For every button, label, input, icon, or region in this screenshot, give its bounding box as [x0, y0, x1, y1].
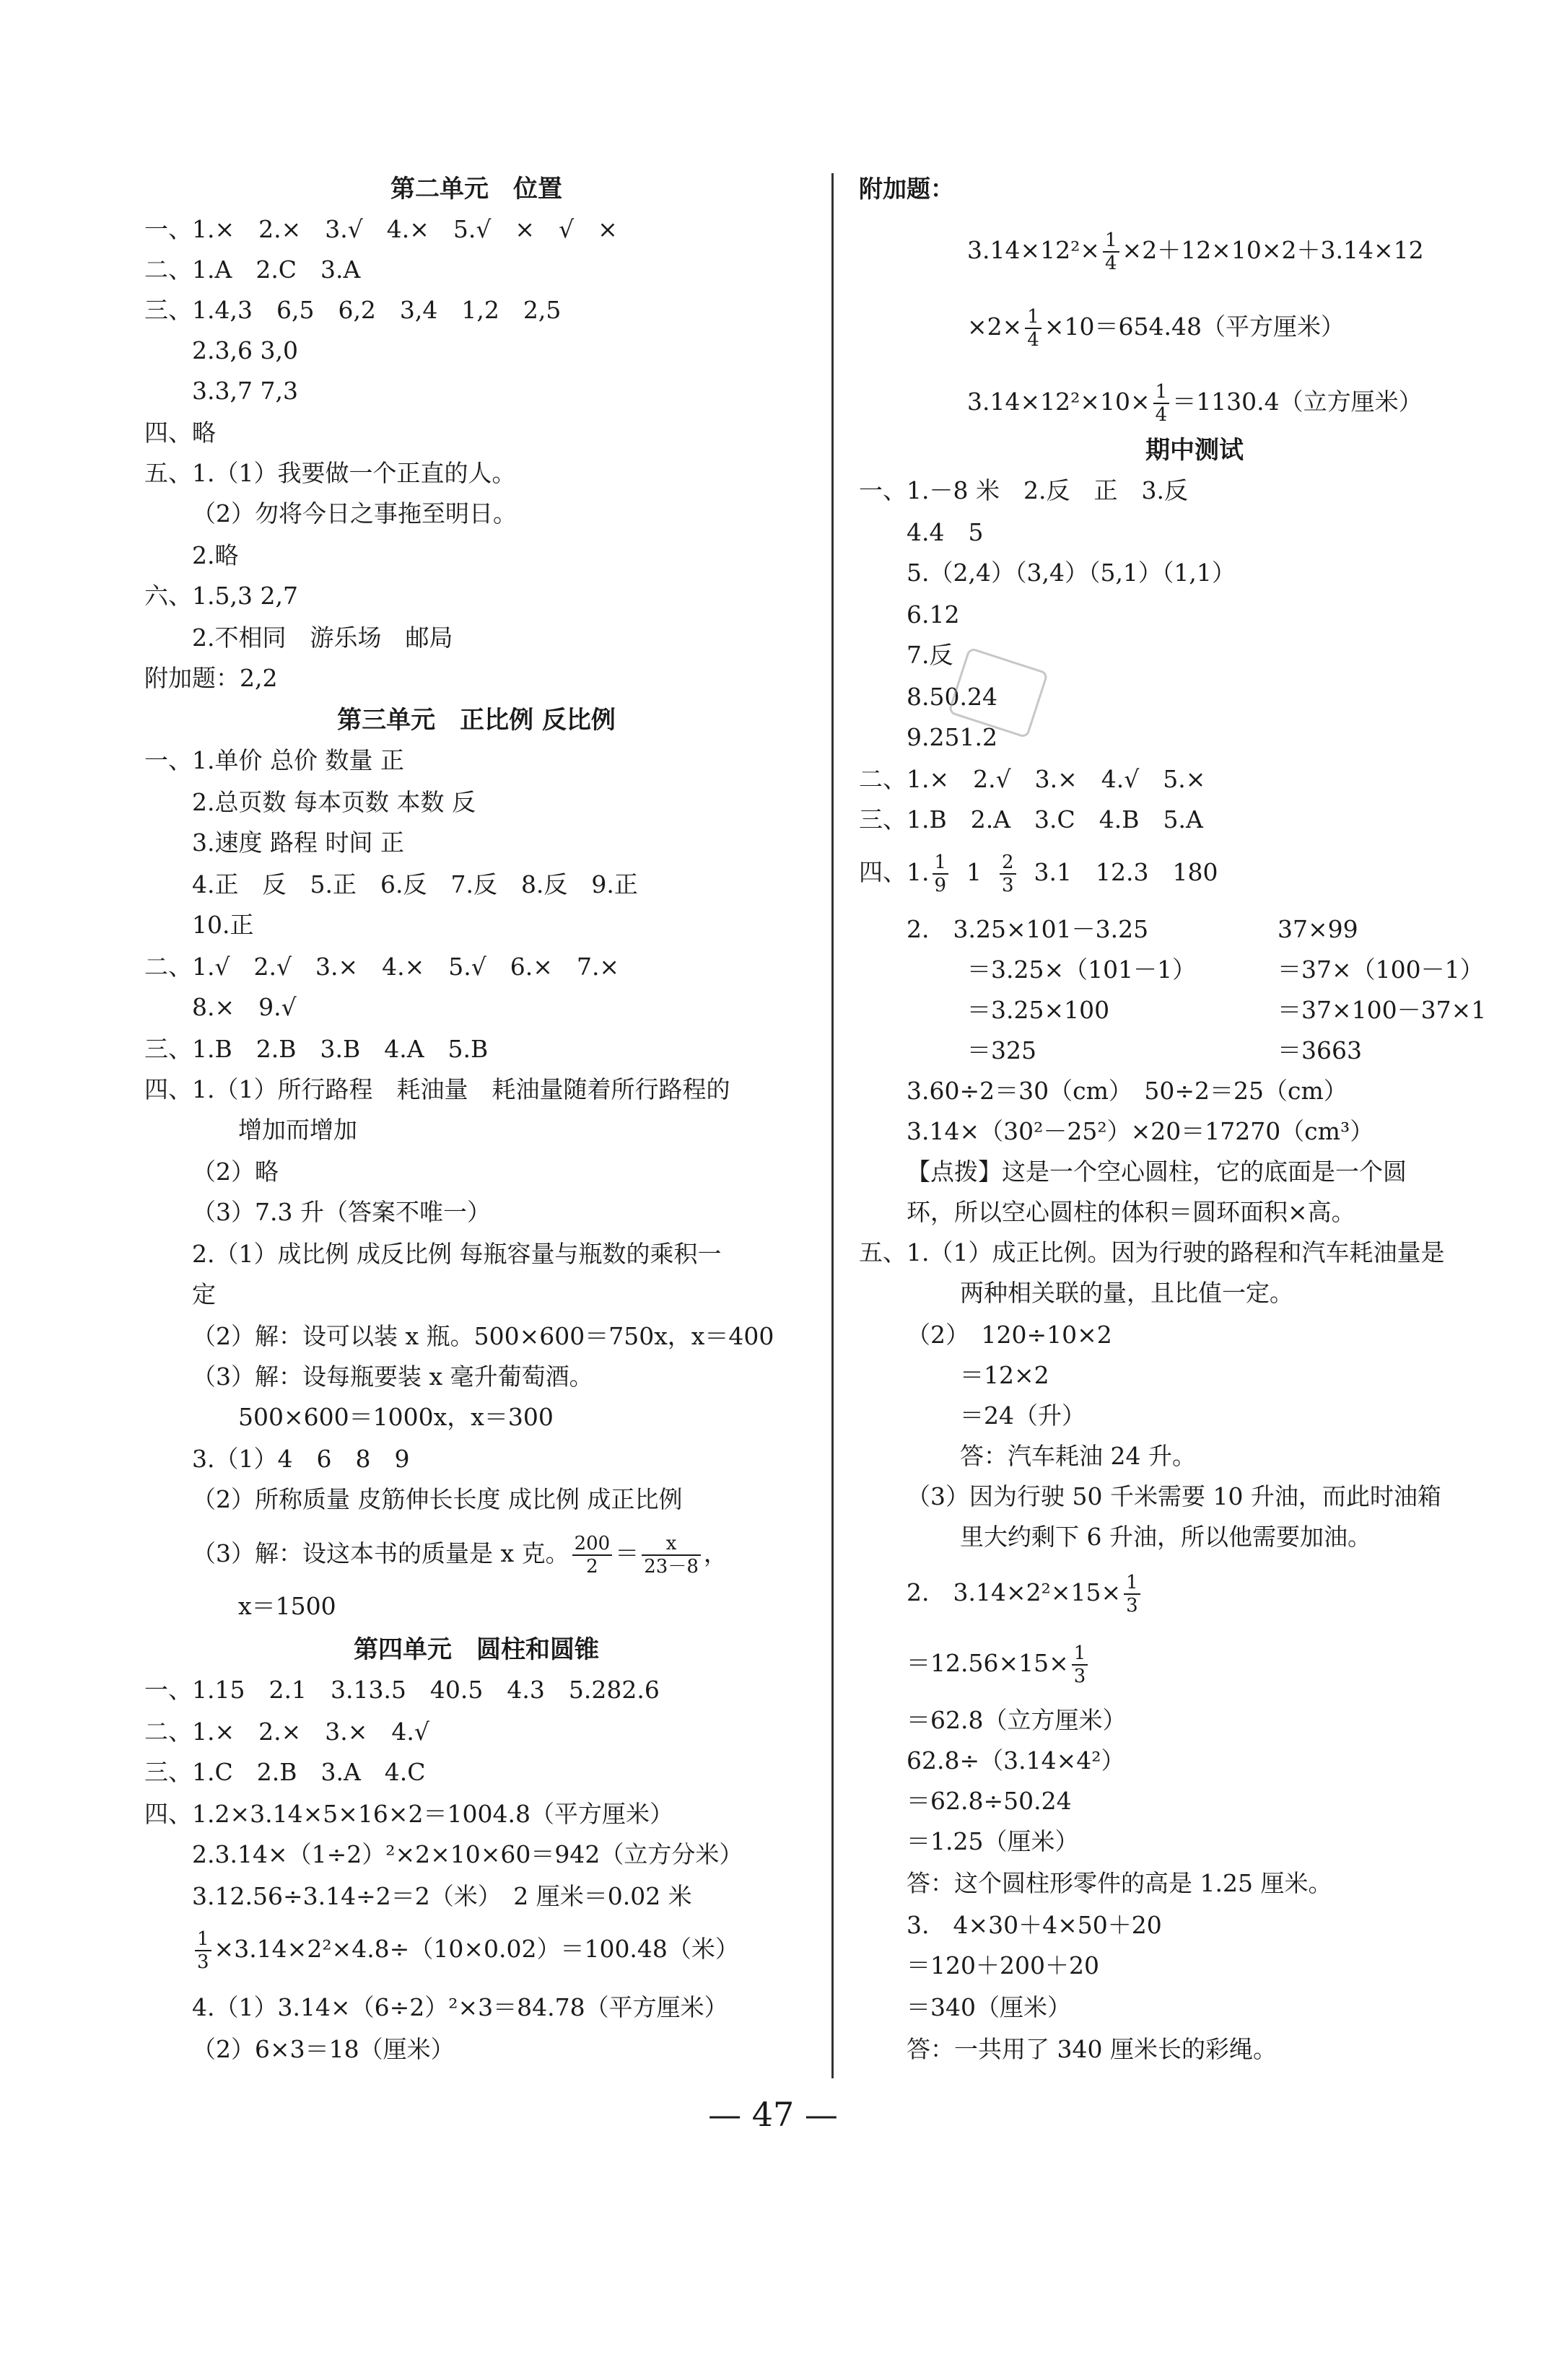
answer-line: 7.反 — [907, 641, 953, 669]
answer-line: （2）所称质量 皮筋伸长长度 成比例 成正比例 — [192, 1485, 683, 1513]
answer-line: 3.3,7 7,3 — [192, 377, 298, 405]
calc-line: ＝3.25×100 — [967, 996, 1110, 1024]
answer-line: x＝1500 — [238, 1592, 336, 1620]
fraction: $\frac{2}{3}$ — [1000, 852, 1016, 896]
calc-line: ＝37×（100－1） — [1278, 955, 1484, 984]
answer-line: （2） 120÷10×2 — [907, 1321, 1112, 1349]
answer-line: 增加而增加 — [238, 1116, 357, 1144]
answer-line-with-fraction: 3.14×12²× $\frac{1}{4}$ ×2＋12×10×2＋3.14×12 — [967, 229, 1424, 274]
answer-line: 2.总页数 每本页数 本数 反 — [192, 788, 476, 816]
fraction: $\frac{1}{4}$ — [1025, 306, 1041, 351]
fraction: $\frac{1}{4}$ — [1153, 381, 1170, 426]
answer-line: 定 — [192, 1280, 216, 1308]
answer-line: 2.3,6 3,0 — [192, 336, 298, 364]
answer-line: 四、1.2×3.14×5×16×2＝1004.8（平方厘米） — [144, 1800, 674, 1828]
answer-line: 4.正 反 5.正 6.反 7.反 8.反 9.正 — [192, 870, 638, 898]
fraction: $\frac{1}{9}$ — [933, 852, 949, 896]
answer-line: 附加题：2,2 — [144, 664, 278, 692]
answer-line: 两种相关联的量，且比值一定。 — [960, 1279, 1293, 1307]
unit3-title: 第三单元 正比例 反比例 — [337, 706, 616, 735]
answer-line: （2）6×3＝18（厘米） — [192, 2035, 455, 2063]
answer-line: ＝120＋200＋20 — [907, 1951, 1099, 1979]
answer-line: 3. 4×30＋4×50＋20 — [907, 1911, 1162, 1939]
answer-line: 五、1.（1）成正比例。因为行驶的路程和汽车耗油量是 — [859, 1238, 1445, 1266]
answer-line: ＝12×2 — [960, 1361, 1049, 1389]
answer-line: 【点拨】这是一个空心圆柱，它的底面是一个圆 — [907, 1158, 1407, 1186]
answer-line: 500×600＝1000x，x＝300 — [238, 1403, 554, 1431]
answer-line-with-fraction: （3）解：设这本书的质量是 x 克。 $\frac{200}{2}$ ＝ $\frac{x}{23-8}$ ， — [192, 1533, 728, 1578]
fraction: $\frac{1}{3}$ — [1072, 1642, 1088, 1687]
answer-line: 5.（2,4）（3,4）（5,1）（1,1） — [907, 559, 1236, 587]
calc-line: ＝3663 — [1278, 1036, 1362, 1064]
answer-line: 4.4 5 — [907, 518, 984, 546]
answer-line: 二、1.× 2.× 3.× 4.√ — [144, 1718, 429, 1746]
answer-line: 环，所以空心圆柱的体积＝圆环面积×高。 — [907, 1198, 1355, 1226]
answer-line: 6.12 — [907, 600, 960, 629]
answer-line: 3.60÷2＝30（cm） 50÷2＝25（cm） — [907, 1077, 1348, 1105]
page-number: — 47 — — [708, 2095, 838, 2134]
midterm-title: 期中测试 — [1145, 436, 1244, 465]
answer-line: 答：这个圆柱形零件的高是 1.25 厘米。 — [907, 1869, 1332, 1897]
answer-line: 8.50.24 — [907, 683, 997, 711]
answer-line: （3）解：设每瓶要装 x 毫升葡萄酒。 — [192, 1362, 593, 1391]
answer-line: ＝340（厘米） — [907, 1993, 1071, 2021]
answer-line: 三、1.C 2.B 3.A 4.C — [144, 1758, 426, 1786]
answer-line-with-fraction: $\frac{1}{3}$ ×3.14×2²×4.8÷（10×0.02）＝100.48（米） — [192, 1928, 739, 1973]
answer-line: 三、1.4,3 6,5 6,2 3,4 1,2 2,5 — [144, 296, 562, 324]
answer-line: 3.（1）4 6 8 9 — [192, 1445, 410, 1473]
answer-line: 里大约剩下 6 升油，所以他需要加油。 — [960, 1523, 1371, 1551]
answer-line: 一、1.15 2.1 3.13.5 40.5 4.3 5.282.6 — [144, 1676, 660, 1704]
fraction: $\frac{1}{3}$ — [1124, 1572, 1140, 1616]
extra-label: 附加题： — [859, 175, 954, 203]
answer-line: （2）略 — [192, 1158, 279, 1186]
answer-line: ＝62.8（立方厘米） — [907, 1706, 1127, 1734]
answer-line: 3.速度 路程 时间 正 — [192, 828, 404, 857]
answer-line: 3.14×（30²－25²）×20＝17270（cm³） — [907, 1117, 1374, 1145]
answer-line: 答：一共用了 340 厘米长的彩绳。 — [907, 2035, 1277, 2063]
answer-line: 3.12.56÷3.14÷2＝2（米） 2 厘米＝0.02 米 — [192, 1882, 692, 1910]
answer-line: 2.不相同 游乐场 邮局 — [192, 624, 453, 652]
answer-line: 二、1.√ 2.√ 3.× 4.× 5.√ 6.× 7.× — [144, 953, 620, 981]
answer-line: 答：汽车耗油 24 升。 — [960, 1442, 1196, 1470]
answer-line: 2.（1）成比例 成反比例 每瓶容量与瓶数的乘积一 — [192, 1240, 722, 1268]
answer-line-with-fraction: ×2× $\frac{1}{4}$ ×10＝654.48（平方厘米） — [967, 306, 1345, 351]
answer-line: 二、1.× 2.√ 3.× 4.√ 5.× — [859, 765, 1206, 793]
fraction: $\frac{1}{3}$ — [195, 1928, 211, 1973]
answer-line: 三、1.B 2.B 3.B 4.A 5.B — [144, 1035, 489, 1063]
answer-line: 一、1.－8 米 2.反 正 3.反 — [859, 476, 1188, 504]
fraction: $\frac{200}{2}$ — [572, 1533, 613, 1578]
answer-line: 2.3.14×（1÷2）²×2×10×60＝942（立方分米） — [192, 1840, 743, 1868]
answer-line-with-fraction: 3.14×12²×10× $\frac{1}{4}$ ＝1130.4（立方厘米） — [967, 381, 1423, 426]
answer-line-with-fraction: 四、1. $\frac{1}{9}$ 1 $\frac{2}{3}$ 3.1 12.3 180 — [859, 852, 1218, 896]
answer-line: 三、1.B 2.A 3.C 4.B 5.A — [859, 805, 1203, 834]
answer-line: 六、1.5,3 2,7 — [144, 582, 298, 610]
answer-line: 9.251.2 — [907, 723, 997, 751]
answer-line: 四、1.（1）所行路程 耗油量 耗油量随着所行路程的 — [144, 1075, 730, 1103]
answer-line: ＝1.25（厘米） — [907, 1827, 1079, 1855]
calc-line: ＝325 — [967, 1036, 1036, 1064]
answer-line: 五、1.（1）我要做一个正直的人。 — [144, 459, 516, 487]
calc-line: 37×99 — [1278, 915, 1358, 943]
answer-line: 4.（1）3.14×（6÷2）²×3＝84.78（平方厘米） — [192, 1993, 728, 2021]
answer-line: ＝24（升） — [960, 1401, 1086, 1430]
answer-line: 62.8÷（3.14×4²） — [907, 1746, 1125, 1775]
column-divider — [831, 173, 834, 2078]
calc-line: 2. 3.25×101－3.25 — [907, 915, 1149, 943]
calc-line: ＝3.25×（101－1） — [967, 955, 1197, 984]
answer-line-with-fraction: 2. 3.14×2²×15× $\frac{1}{3}$ — [907, 1572, 1143, 1616]
answer-line: 10.正 — [192, 911, 254, 939]
answer-line: （2）解：设可以装 x 瓶。500×600＝750x，x＝400 — [192, 1322, 774, 1350]
answer-line: 2.略 — [192, 541, 239, 569]
answer-line: （3）7.3 升（答案不唯一） — [192, 1198, 491, 1226]
answer-line: 一、1.单价 总价 数量 正 — [144, 746, 404, 774]
answer-line: （3）因为行驶 50 千米需要 10 升油，而此时油箱 — [907, 1482, 1441, 1510]
answer-line: 二、1.A 2.C 3.A — [144, 255, 361, 284]
answer-line-with-fraction: ＝12.56×15× $\frac{1}{3}$ — [907, 1642, 1091, 1687]
fraction: $\frac{1}{4}$ — [1103, 229, 1119, 274]
answer-line: 8.× 9.√ — [192, 993, 297, 1021]
answer-line: （2）勿将今日之事拖至明日。 — [192, 499, 517, 528]
unit2-title: 第二单元 位置 — [390, 175, 562, 204]
answer-line: ＝62.8÷50.24 — [907, 1787, 1072, 1815]
unit4-title: 第四单元 圆柱和圆锥 — [354, 1635, 599, 1664]
calc-line: ＝37×100－37×1 — [1278, 996, 1487, 1024]
answer-line: 四、略 — [144, 419, 216, 447]
answer-line: 一、1.× 2.× 3.√ 4.× 5.√ × √ × — [144, 215, 618, 243]
fraction: $\frac{x}{23-8}$ — [642, 1533, 701, 1578]
